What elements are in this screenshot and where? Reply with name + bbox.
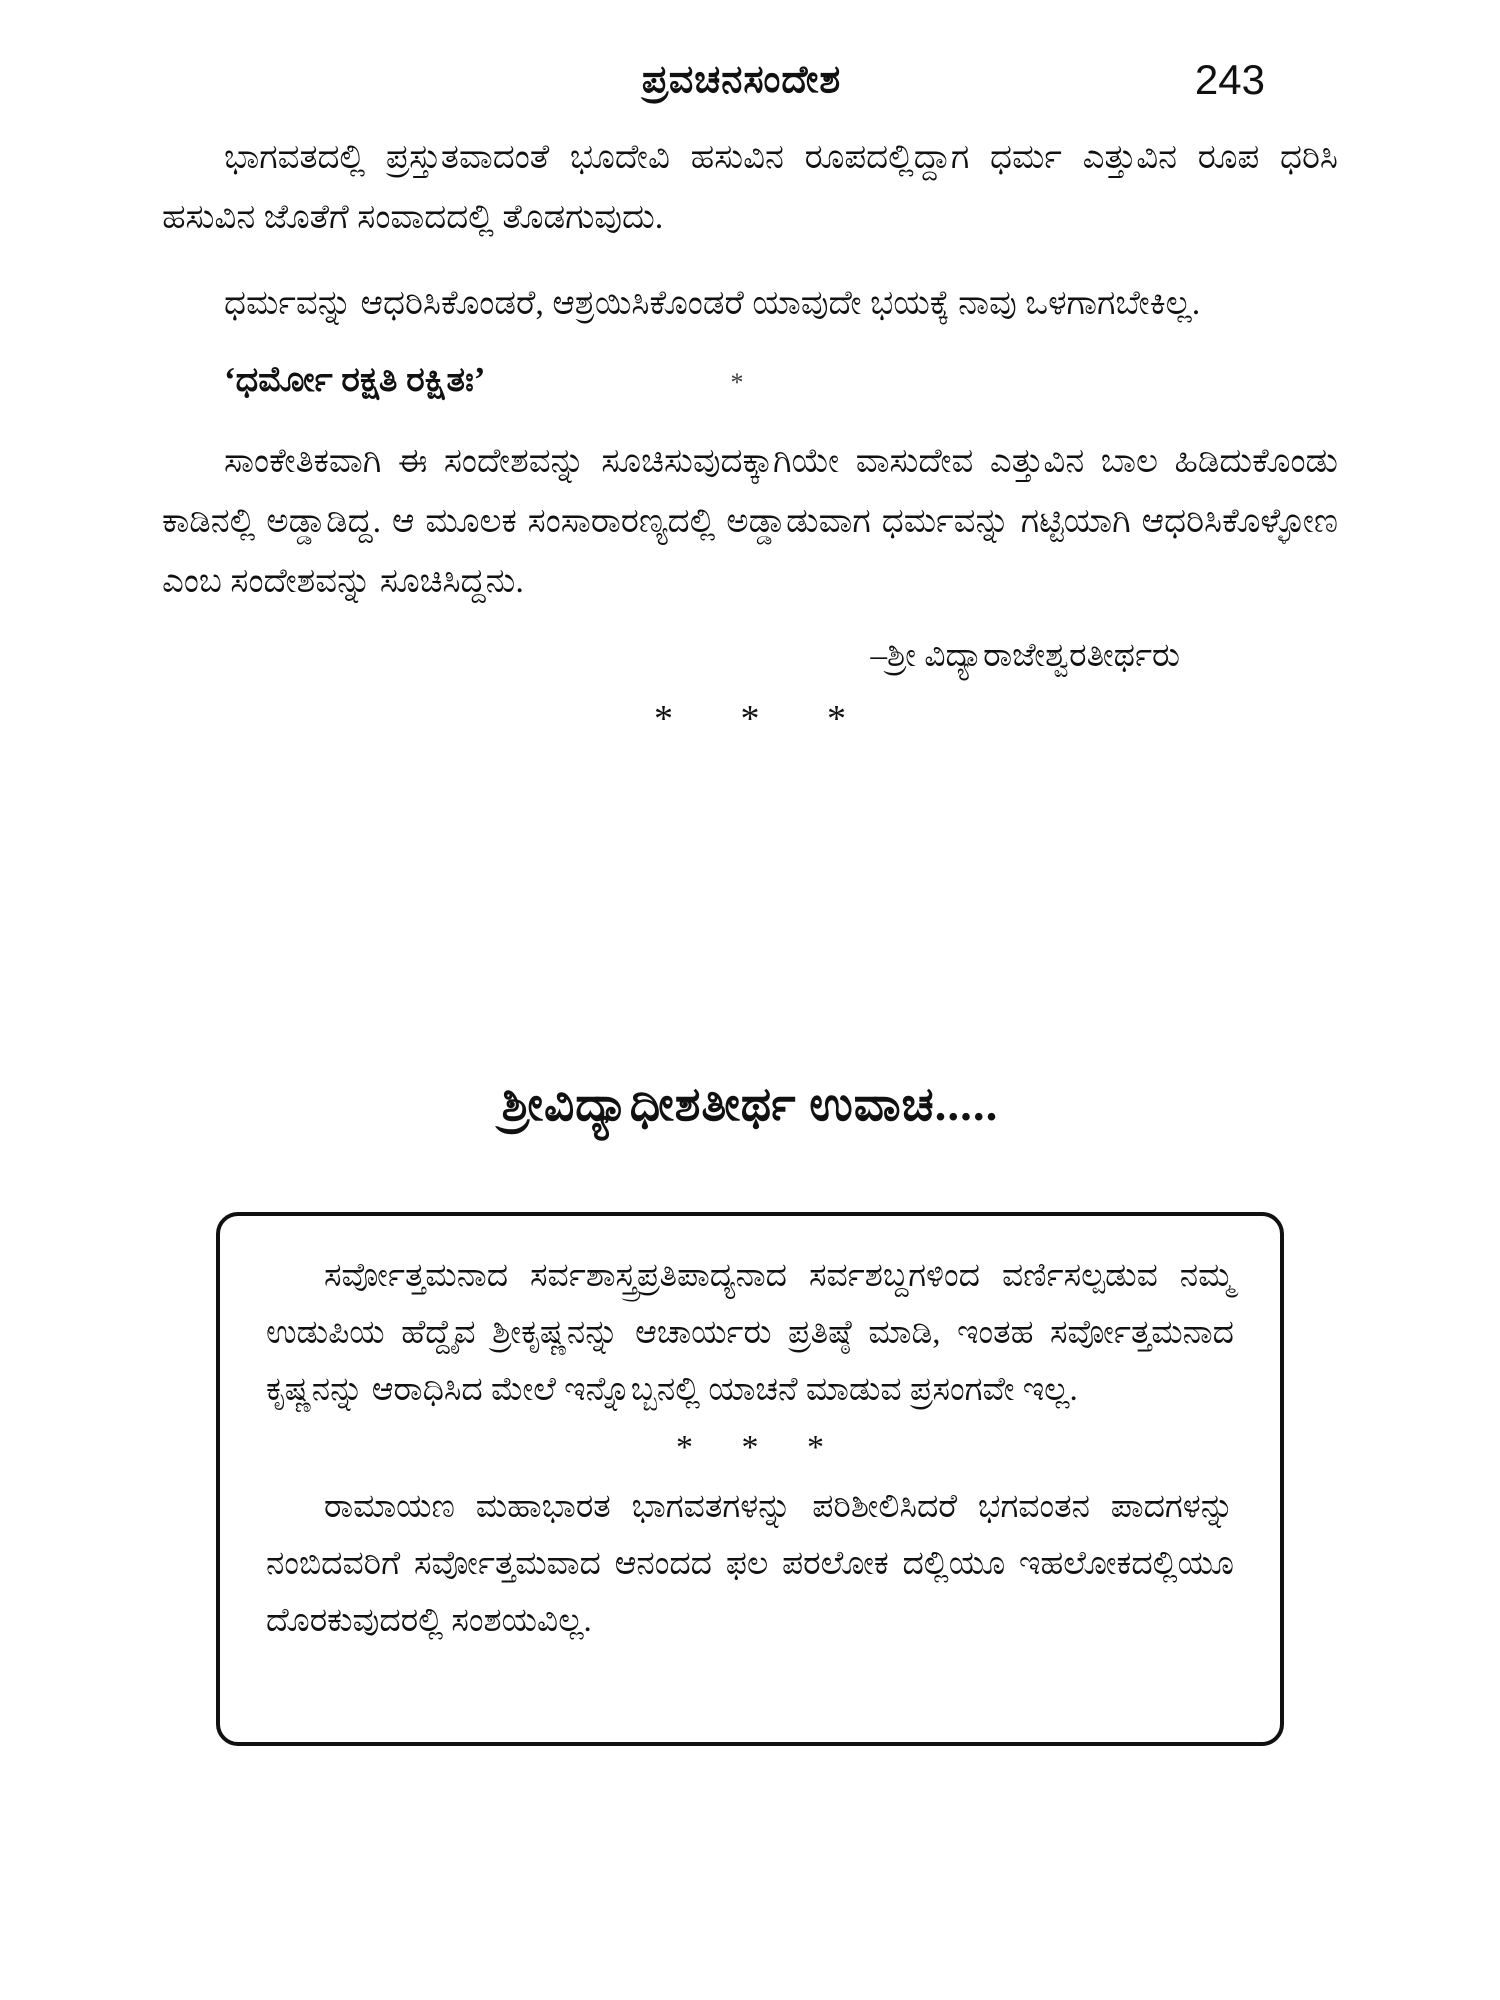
- section-heading-uvacha: ಶ್ರೀವಿದ್ಯಾಧೀಶತೀರ್ಥ ಉವಾಚ.....: [501, 1079, 999, 1131]
- box-paragraph-krishna: ಸರ್ವೋತ್ತಮನಾದ ಸರ್ವಶಾಸ್ತ್ರಪ್ರತಿಪಾದ್ಯನಾದ ಸರ್ವಶಬ್ದಗಳಿಂದ ವರ್ಣಿಸಲ್ಪಡುವ ನಮ್ಮ ಉಡುಪಿಯ ಹೆದ್ದೈವ ಶ್ರೀಕೃಷ್ಣನನ್ನು ಆಚಾರ್ಯರು ಪ್ರತಿಷ್ಠೆ ಮಾಡಿ, ಇಂತಹ ಸರ್ವೋತ್ತಮನಾದ ಕೃಷ್ಣನನ್ನು ಆರಾಧಿಸಿದ ಮೇಲೆ ಇನ್ನೊಬ್ಬನಲ್ಲಿ ಯಾಚನೆ ಮಾಡುವ ಪ್ರಸಂಗವೇ ಇಲ್ಲ.: [266, 1258, 1234, 1408]
- box-paragraph-ramayana: ರಾಮಾಯಣ ಮಹಾಭಾರತ ಭಾಗವತಗಳನ್ನು ಪರಿಶೀಲಿಸಿದರೆ ಭಗವಂತನ ಪಾದಗಳನ್ನು ನಂಬಿದವರಿಗೆ ಸರ್ವೋತ್ತಮವಾದ ಆನಂದದ ಫಲ ಪರಲೋಕ ದಲ್ಲಿಯೂ ಇಹಲೋಕದಲ್ಲಿಯೂ ದೊರಕುವುದರಲ್ಲಿ ಸಂಶಯವಿಲ್ಲ.: [266, 1489, 1234, 1639]
- quote-box: [216, 1212, 1284, 1746]
- paragraph-vasudeva: ಸಾಂಕೇತಿಕವಾಗಿ ಈ ಸಂದೇಶವನ್ನು ಸೂಚಿಸುವುದಕ್ಕಾಗಿಯೇ ವಾಸುದೇವ ಎತ್ತುವಿನ ಬಾಲ ಹಿಡಿದುಕೊಂಡು ಕಾಡಿನಲ್ಲಿ ಅಡ್ಡಾಡಿದ್ದ. ಆ ಮೂಲಕ ಸಂಸಾರಾರಣ್ಯದಲ್ಲಿ ಅಡ್ಡಾಡುವಾಗ ಧರ್ಮವನ್ನು ಗಟ್ಟಿಯಾಗಿ ಆಧರಿಸಿಕೊಳ್ಳೋಣ ಎಂಬ ಸಂದೇಶವನ್ನು ಸೂಚಿಸಿದ್ದನು.: [162, 443, 1338, 600]
- footnote-asterisk: *: [730, 367, 744, 397]
- sanskrit-quote: ‘ಧರ್ಮೋ ರಕ್ಷತಿ ರಕ್ಷಿತಃ’: [224, 360, 486, 399]
- sanskrit-quote-row: [162, 360, 1338, 400]
- attribution-author: –ಶ್ರೀ ವಿದ್ಯಾರಾಜೇಶ್ವರತೀರ್ಥರು: [870, 638, 1180, 674]
- page-number: 243: [1194, 56, 1265, 103]
- main-text-block: [162, 128, 1338, 741]
- paragraph-dharma-refuge: ಧರ್ಮವನ್ನು ಆಧರಿಸಿಕೊಂಡರೆ, ಆಶ್ರಯಿಸಿಕೊಂಡರೆ ಯಾವುದೇ ಭಯಕ್ಕೆ ನಾವು ಒಳಗಾಗಬೇಕಿಲ್ಲ.: [224, 285, 1201, 322]
- box-separator-stars: * * *: [676, 1429, 824, 1466]
- section-separator-stars: * * *: [654, 698, 846, 740]
- paragraph-bhagavata: ಭಾಗವತದಲ್ಲಿ ಪ್ರಸ್ತುತವಾದಂತೆ ಭೂದೇವಿ ಹಸುವಿನ ರೂಪದಲ್ಲಿದ್ದಾಗ ಧರ್ಮ ಎತ್ತುವಿನ ರೂಪ ಧರಿಸಿ ಹಸುವಿನ ಜೊತೆಗೆ ಸಂವಾದದಲ್ಲಿ ತೊಡಗುವುದು.: [162, 139, 1338, 236]
- running-title: ಪ್ರವಚನಸಂದೇಶ: [641, 59, 842, 101]
- page-header: [160, 58, 1335, 118]
